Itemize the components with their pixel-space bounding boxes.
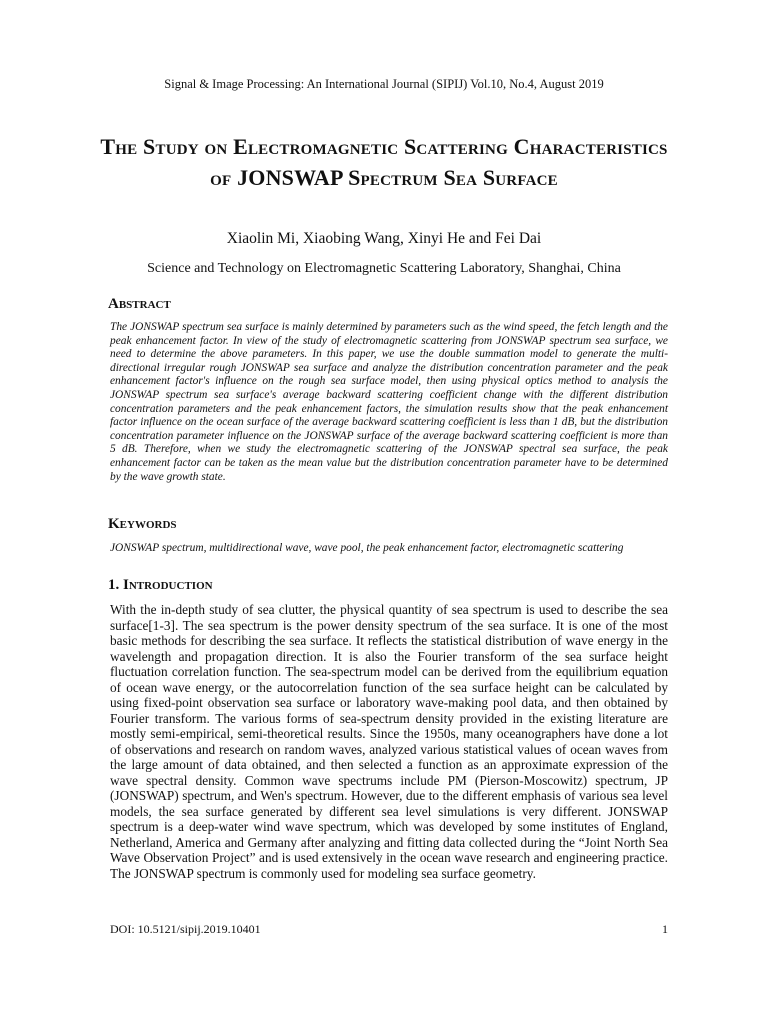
paper-title: The Study on Electromagnetic Scattering Characteristics of JONSWAP Spectrum Sea Surface	[100, 134, 668, 190]
keywords-heading: Keywords	[108, 516, 177, 532]
page-number: 1	[662, 922, 668, 936]
section-title: Introduction	[123, 577, 213, 593]
affiliation: Science and Technology on Electromagnetic Scattering Laboratory, Shanghai, China	[147, 261, 621, 276]
keywords-text: JONSWAP spectrum, multidirectional wave, wave pool, the peak enhancement factor, electromagnetic scattering	[110, 542, 624, 554]
section-number: 1.	[108, 577, 120, 593]
introduction-heading	[108, 577, 213, 594]
abstract-text: The JONSWAP spectrum sea surface is mainly determined by parameters such as the wind speed, the fetch length and the peak enhancement factor. In view of the study of electromagnetic scattering from JONSWAP spectrum sea surface, we need to determine the above parameters. In this paper, we use the double summation model to generate the multi-directional irregular rough JONSWAP sea surface and analyze the distribution concentration parameter and the peak enhancement factor's influence on the rough sea surface model, then using physical optics method to analysis the JONSWAP spectrum sea surface's average backward scattering coefficient change with the different distribution concentration parameters and the peak enhancement factors, the simulation results show that the peak enhancement factor influence on the ocean surface of the average backward scattering coefficient is less than 1 dB, but the distribution concentration parameter influence on the JONSWAP surface of the average backward scattering coefficient is more than 5 dB. Therefore, when we study the electromagnetic scattering of the JONSWAP spectral sea surface, the peak enhancement factor can be taken as the mean value but the distribution concentration parameter have to be determined by the wave growth state.	[110, 321, 668, 483]
journal-header: Signal & Image Processing: An International Journal (SIPIJ) Vol.10, No.4, August 2019	[164, 77, 604, 91]
doi[interactable]: DOI: 10.5121/sipij.2019.10401	[110, 922, 261, 936]
abstract-heading: Abstract	[108, 296, 171, 312]
authors: Xiaolin Mi, Xiaobing Wang, Xinyi He and Fei Dai	[226, 230, 542, 247]
introduction-text: With the in-depth study of sea clutter, the physical quantity of sea spectrum is used to describe the sea surface[1-3]. The sea spectrum is the power density spectrum of the sea surface. It is one of the most basic methods for describing the sea surface. It reflects the statistical distribution of wave energy in the wavelength and propagation direction. It is also the Fourier transform of the sea surface height fluctuation correlation function. The sea-spectrum model can be derived from the equilibrium equation of ocean wave energy, or the autocorrelation function of the sea surface height can be calculated by using fixed-point observation sea surface or laboratory wave-making pool data, and then obtained by Fourier transform. The various forms of sea-spectrum density provided in the existing literature are mostly semi-empirical, semi-theoretical results. Since the 1950s, many oceanographers have done a lot of observations and research on random waves, analyzed various statistical values of ocean waves from the large amount of data obtained, and then selected a function as an approximate expression of the wave spectral density. Common wave spectrums include PM (Pierson-Moscowitz) spectrum, JP (JONSWAP) spectrum, and Wen's spectrum. However, due to the different emphasis of various sea level models, the sea surface generated by different sea level simulations is very different. JONSWAP spectrum is a deep-water wind wave spectrum, which was developed by some institutes of England, Netherland, America and Germany after analyzing and fitting data collected during the “Joint North Sea Wave Observation Project” and is used extensively in the ocean wave research and engineering practice. The JONSWAP spectrum is commonly used for modeling sea surface geometry.	[110, 602, 668, 881]
